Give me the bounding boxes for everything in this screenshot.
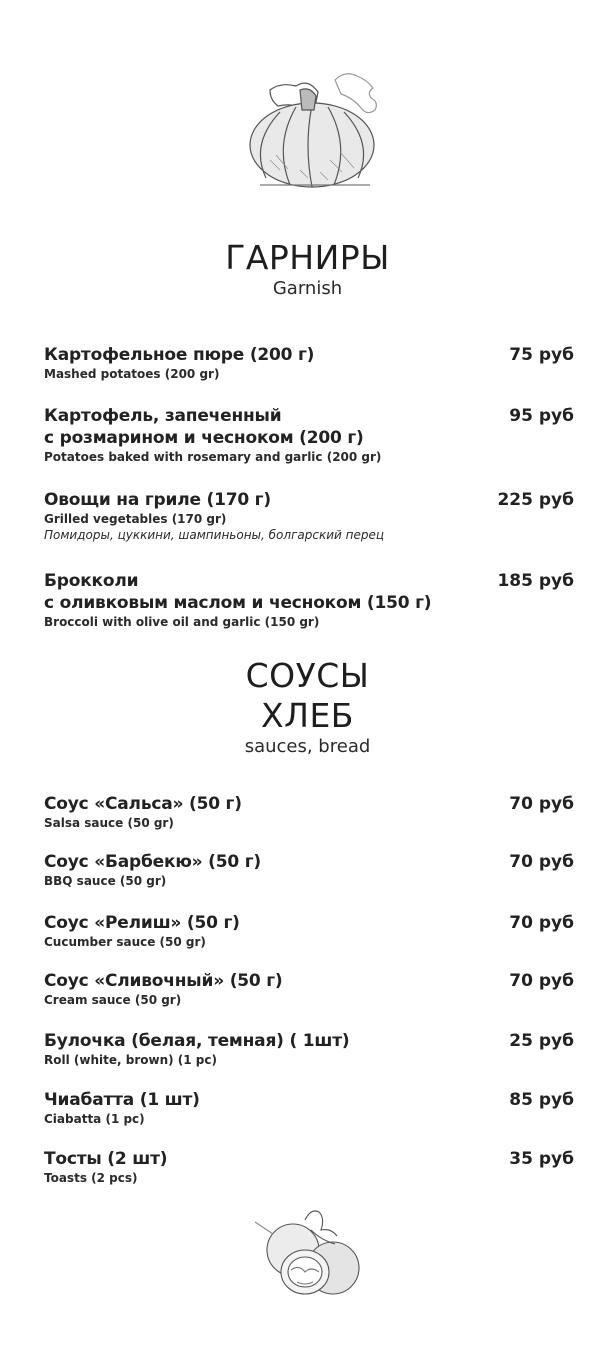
menu-item xyxy=(44,570,574,630)
item-price: 95 руб xyxy=(509,406,574,426)
item-name: Чиабатта (1 шт) xyxy=(44,1090,200,1110)
item-price: 225 руб xyxy=(497,490,574,510)
tomato-illustration xyxy=(255,1200,365,1305)
menu-item xyxy=(44,912,574,950)
sauces-heading xyxy=(0,656,615,758)
item-name-line2: с розмарином и чесноком (200 г) xyxy=(44,428,364,448)
item-english: Mashed potatoes (200 gr) xyxy=(44,367,220,381)
menu-item xyxy=(44,1089,574,1127)
menu-item xyxy=(44,851,574,889)
item-price: 35 руб xyxy=(509,1149,574,1169)
item-name: Овощи на гриле (170 г) xyxy=(44,490,271,510)
item-english: Cream sauce (50 gr) xyxy=(44,993,182,1007)
item-price: 75 руб xyxy=(509,345,574,365)
item-english: BBQ sauce (50 gr) xyxy=(44,874,167,888)
item-price: 70 руб xyxy=(509,852,574,872)
item-description: Помидоры, цуккини, шампиньоны, болгарский перец xyxy=(44,528,384,542)
item-name: Картофельное пюре (200 г) xyxy=(44,345,315,365)
menu-item xyxy=(44,405,574,465)
menu-item xyxy=(44,489,574,543)
section-subtitle: Garnish xyxy=(272,278,343,299)
item-price: 25 руб xyxy=(509,1031,574,1051)
item-english: Roll (white, brown) (1 pc) xyxy=(44,1053,217,1067)
item-english: Grilled vegetables (170 gr) xyxy=(44,512,227,526)
item-english: Broccoli with olive oil and garlic (150 gr) xyxy=(44,615,320,629)
item-name: Соус «Сальса» (50 г) xyxy=(44,794,242,814)
item-price: 185 руб xyxy=(497,571,574,591)
item-name: Картофель, запеченный xyxy=(44,406,282,426)
item-name: Соус «Барбекю» (50 г) xyxy=(44,852,261,872)
section-title: СОУСЫ xyxy=(245,656,370,695)
item-name-line2: с оливковым маслом и чесноком (150 г) xyxy=(44,593,432,613)
menu-item xyxy=(44,344,574,382)
item-price: 70 руб xyxy=(509,913,574,933)
item-price: 85 руб xyxy=(509,1090,574,1110)
menu-item xyxy=(44,1030,574,1068)
section-title-line2: ХЛЕБ xyxy=(261,696,354,735)
garnish-heading xyxy=(0,238,615,300)
item-name: Брокколи xyxy=(44,571,139,591)
item-name: Соус «Сливочный» (50 г) xyxy=(44,971,283,991)
item-price: 70 руб xyxy=(509,971,574,991)
section-title: ГАРНИРЫ xyxy=(225,238,390,277)
item-name: Соус «Релиш» (50 г) xyxy=(44,913,240,933)
item-name: Булочка (белая, темная) ( 1шт) xyxy=(44,1031,350,1051)
pumpkin-illustration xyxy=(240,60,390,200)
item-english: Salsa sauce (50 gr) xyxy=(44,816,174,830)
item-english: Toasts (2 pcs) xyxy=(44,1171,138,1185)
item-name: Тосты (2 шт) xyxy=(44,1149,168,1169)
menu-item xyxy=(44,793,574,831)
menu-item xyxy=(44,1148,574,1186)
item-price: 70 руб xyxy=(509,794,574,814)
item-english: Cucumber sauce (50 gr) xyxy=(44,935,206,949)
item-english: Potatoes baked with rosemary and garlic (200 gr) xyxy=(44,450,382,464)
menu-item xyxy=(44,970,574,1008)
item-english: Ciabatta (1 pc) xyxy=(44,1112,145,1126)
section-subtitle: sauces, bread xyxy=(244,736,371,757)
